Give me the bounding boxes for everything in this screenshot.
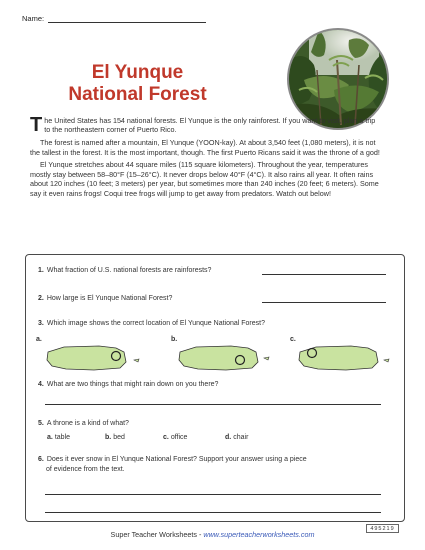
choice-d-text: chair — [233, 434, 249, 441]
choice-c-text: office — [170, 434, 188, 441]
footer-url-link[interactable]: www.superteacherworksheets.com — [203, 530, 315, 539]
question-1-number: 1. — [38, 267, 44, 274]
question-2-text: How large is El Yunque National Forest? — [46, 295, 173, 302]
puerto-rico-shape-c — [299, 346, 378, 370]
island-vieques-a — [134, 359, 139, 362]
question-5-number: 5. — [38, 420, 44, 427]
choice-a-letter: a. — [47, 434, 53, 441]
name-row — [22, 14, 206, 23]
question-5-choice-d[interactable] — [225, 434, 248, 441]
island-vieques-c — [384, 359, 389, 362]
question-6-line-2 — [46, 466, 125, 473]
drop-cap: T — [30, 114, 43, 136]
question-6-answer-line-2[interactable] — [45, 512, 381, 513]
worksheet-code: 495219 — [366, 524, 399, 533]
question-4 — [38, 381, 218, 388]
map-option-a[interactable] — [44, 340, 144, 376]
footer — [0, 530, 425, 539]
question-5-choice-b[interactable] — [105, 434, 125, 441]
question-5-choice-a[interactable] — [47, 434, 70, 441]
question-2-answer-line[interactable] — [262, 302, 386, 303]
puerto-rico-shape-a — [47, 346, 126, 370]
choice-c-letter: c. — [163, 434, 169, 441]
question-4-number: 4. — [38, 381, 44, 388]
island-vieques-b — [264, 357, 269, 360]
question-3 — [38, 320, 265, 327]
map-option-c-label: c. — [290, 336, 296, 343]
paragraph-2: The forest is named after a mountain, El Yunque (YOON-kay). At about 3,540 feet (1,080 meters), it is not the tallest in the forest. It is the most important, though. The first Puerto Ricans said it was the throne of a god! — [30, 138, 380, 157]
question-4-text: What are two things that might rain down on you there? — [46, 381, 219, 388]
name-label: Name: — [22, 14, 45, 23]
map-option-c[interactable] — [296, 340, 396, 376]
question-5-text: A throne is a kind of what? — [46, 420, 129, 427]
choice-b-letter: b. — [105, 434, 112, 441]
rainforest-image — [289, 30, 389, 130]
footer-brand: Super Teacher Worksheets — [110, 530, 197, 539]
question-5 — [38, 420, 129, 427]
question-6-text-line-2: of evidence from the text. — [46, 466, 125, 473]
puerto-rico-shape-b — [179, 346, 258, 370]
rainforest-photo — [287, 28, 389, 130]
map-option-b-label: b. — [171, 336, 178, 343]
paragraph-3: El Yunque stretches about 44 square miles (115 square kilometers). Throughout the year, temperatures mostly stay between 58–80°F (15–26°C). It never drops below 40°F (4°C). It also rains all year. It often rains about 120 inches (10 feet; 3 meters) per year, but sometimes more than 240 inches (20 feet; 6 meters). Some say it even rains frogs! Coqui tree frogs will jump to get away from predators. Watch out below! — [30, 160, 379, 198]
question-3-text: Which image shows the correct location of El Yunque National Forest? — [46, 320, 265, 327]
paragraph-1 — [30, 116, 380, 135]
title-line-2: National Forest — [68, 84, 207, 105]
choice-a-text: table — [54, 434, 71, 441]
footer-separator: - — [196, 530, 204, 539]
reading-passage — [30, 116, 380, 201]
map-option-a-label: a. — [36, 336, 42, 343]
title-line-1: El Yunque — [91, 62, 184, 83]
question-4-answer-line[interactable] — [45, 404, 381, 405]
name-field[interactable] — [48, 15, 206, 23]
question-2-number: 2. — [38, 295, 44, 302]
question-6-number: 6. — [38, 456, 44, 463]
question-6-answer-line-1[interactable] — [45, 494, 381, 495]
question-6 — [38, 456, 307, 463]
choice-b-text: bed — [113, 434, 125, 441]
question-6-text-line-1: Does it ever snow in El Yunque National Forest? Support your answer using a piece — [46, 456, 307, 463]
paragraph-1-text: he United States has 154 national forests. El Yunque is the only rainforest. If you want to visit, plan a trip to the northeastern corner of Puerto Rico. — [44, 116, 376, 135]
question-1 — [38, 267, 211, 274]
question-3-number: 3. — [38, 320, 44, 327]
map-option-b[interactable] — [176, 340, 276, 376]
question-5-choice-c[interactable] — [163, 434, 187, 441]
question-1-answer-line[interactable] — [262, 274, 386, 275]
question-2 — [38, 295, 172, 302]
page-title — [50, 62, 225, 106]
choice-d-letter: d. — [225, 434, 232, 441]
question-1-text: What fraction of U.S. national forests are rainforests? — [46, 267, 212, 274]
